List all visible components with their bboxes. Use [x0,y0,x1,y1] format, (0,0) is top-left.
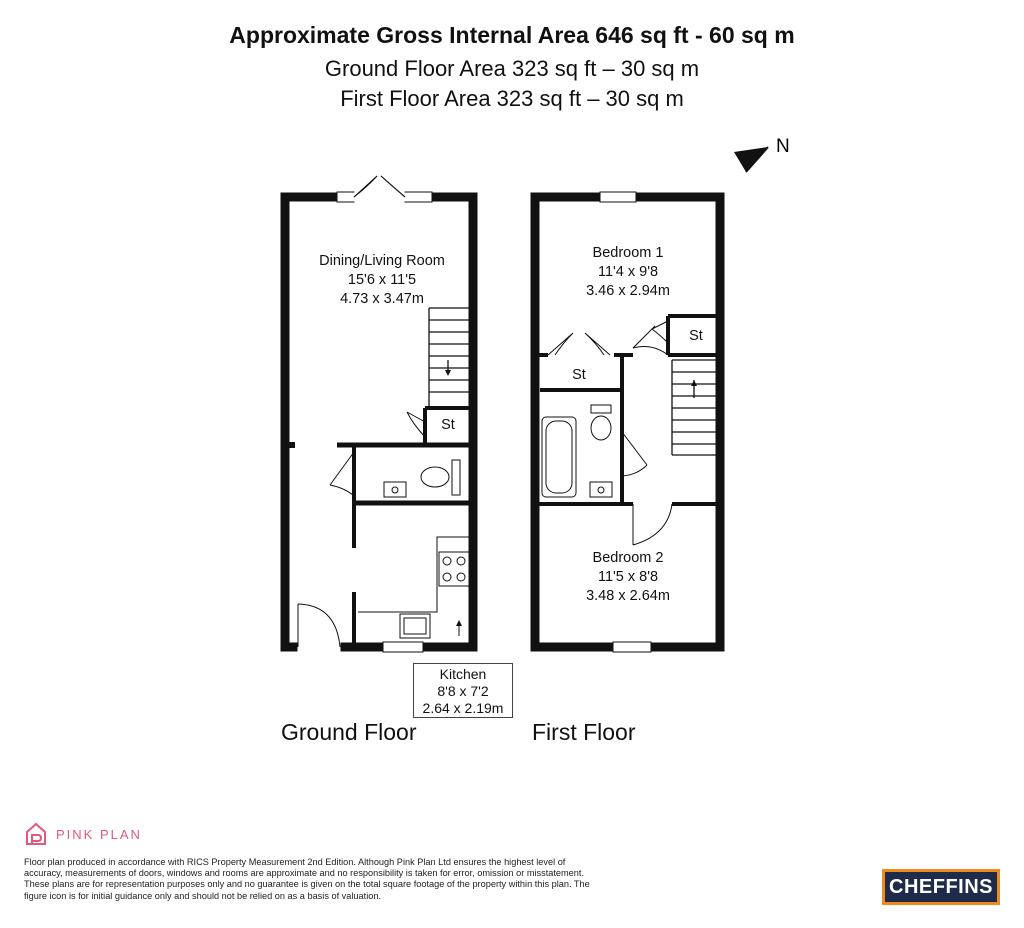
bedroom1-name: Bedroom 1 [592,245,664,261]
kitchen-metric: 2.64 x 2.19m [422,700,504,716]
total-area-title: Approximate Gross Internal Area 646 sq ft - 60 sq m [229,22,795,48]
bedroom1-metric: 3.46 x 2.94m [586,283,670,299]
dining-room-metric: 4.73 x 3.47m [340,291,424,307]
north-label: N [776,136,790,157]
bedroom1-imperial: 11'4 x 9'8 [597,264,659,280]
pink-plan-logo-icon [24,821,48,847]
kitchen-imperial: 8'8 x 7'2 [437,683,489,699]
first-store-b-label: St [689,328,703,344]
bedroom2-name: Bedroom 2 [592,550,664,566]
kitchen-name: Kitchen [439,666,487,682]
first-floor-label: First Floor [532,719,636,745]
first-floor-area: First Floor Area 323 sq ft – 30 sq m [340,86,684,111]
pink-plan-brand [24,820,142,848]
ground-floor-area: Ground Floor Area 323 sq ft – 30 sq m [324,56,700,81]
dining-room-imperial: 15'6 x 11'5 [347,272,417,288]
first-store-a-label: St [572,367,586,383]
ground-store-label: St [441,417,455,433]
ground-floor-label: Ground Floor [281,719,417,745]
north-arrow-icon [734,147,768,172]
bedroom2-imperial: 11'5 x 8'8 [597,569,659,585]
ground-floor-plan [285,176,473,652]
bedroom2-metric: 3.48 x 2.64m [586,588,670,604]
brand-name: PINK PLAN [56,826,142,842]
disclaimer-text: Floor plan produced in accordance with RICS Property Measurement 2nd Edition. Although Pink Plan Ltd ensures the highest level of accuracy, measurements of doors, windows and rooms are approximate and no responsibility is taken for error, omission or misstatement. These plans are for representation purposes only and no guarantee is given on the total square footage of the property within this plan. The figure icon is for initial guidance only and should not be relied on as a basis of valuation. [24,857,590,901]
dining-room-name: Dining/Living Room [319,253,445,269]
agent-logo: CHEFFINS [882,869,1000,905]
kitchen-label-box [413,663,513,718]
